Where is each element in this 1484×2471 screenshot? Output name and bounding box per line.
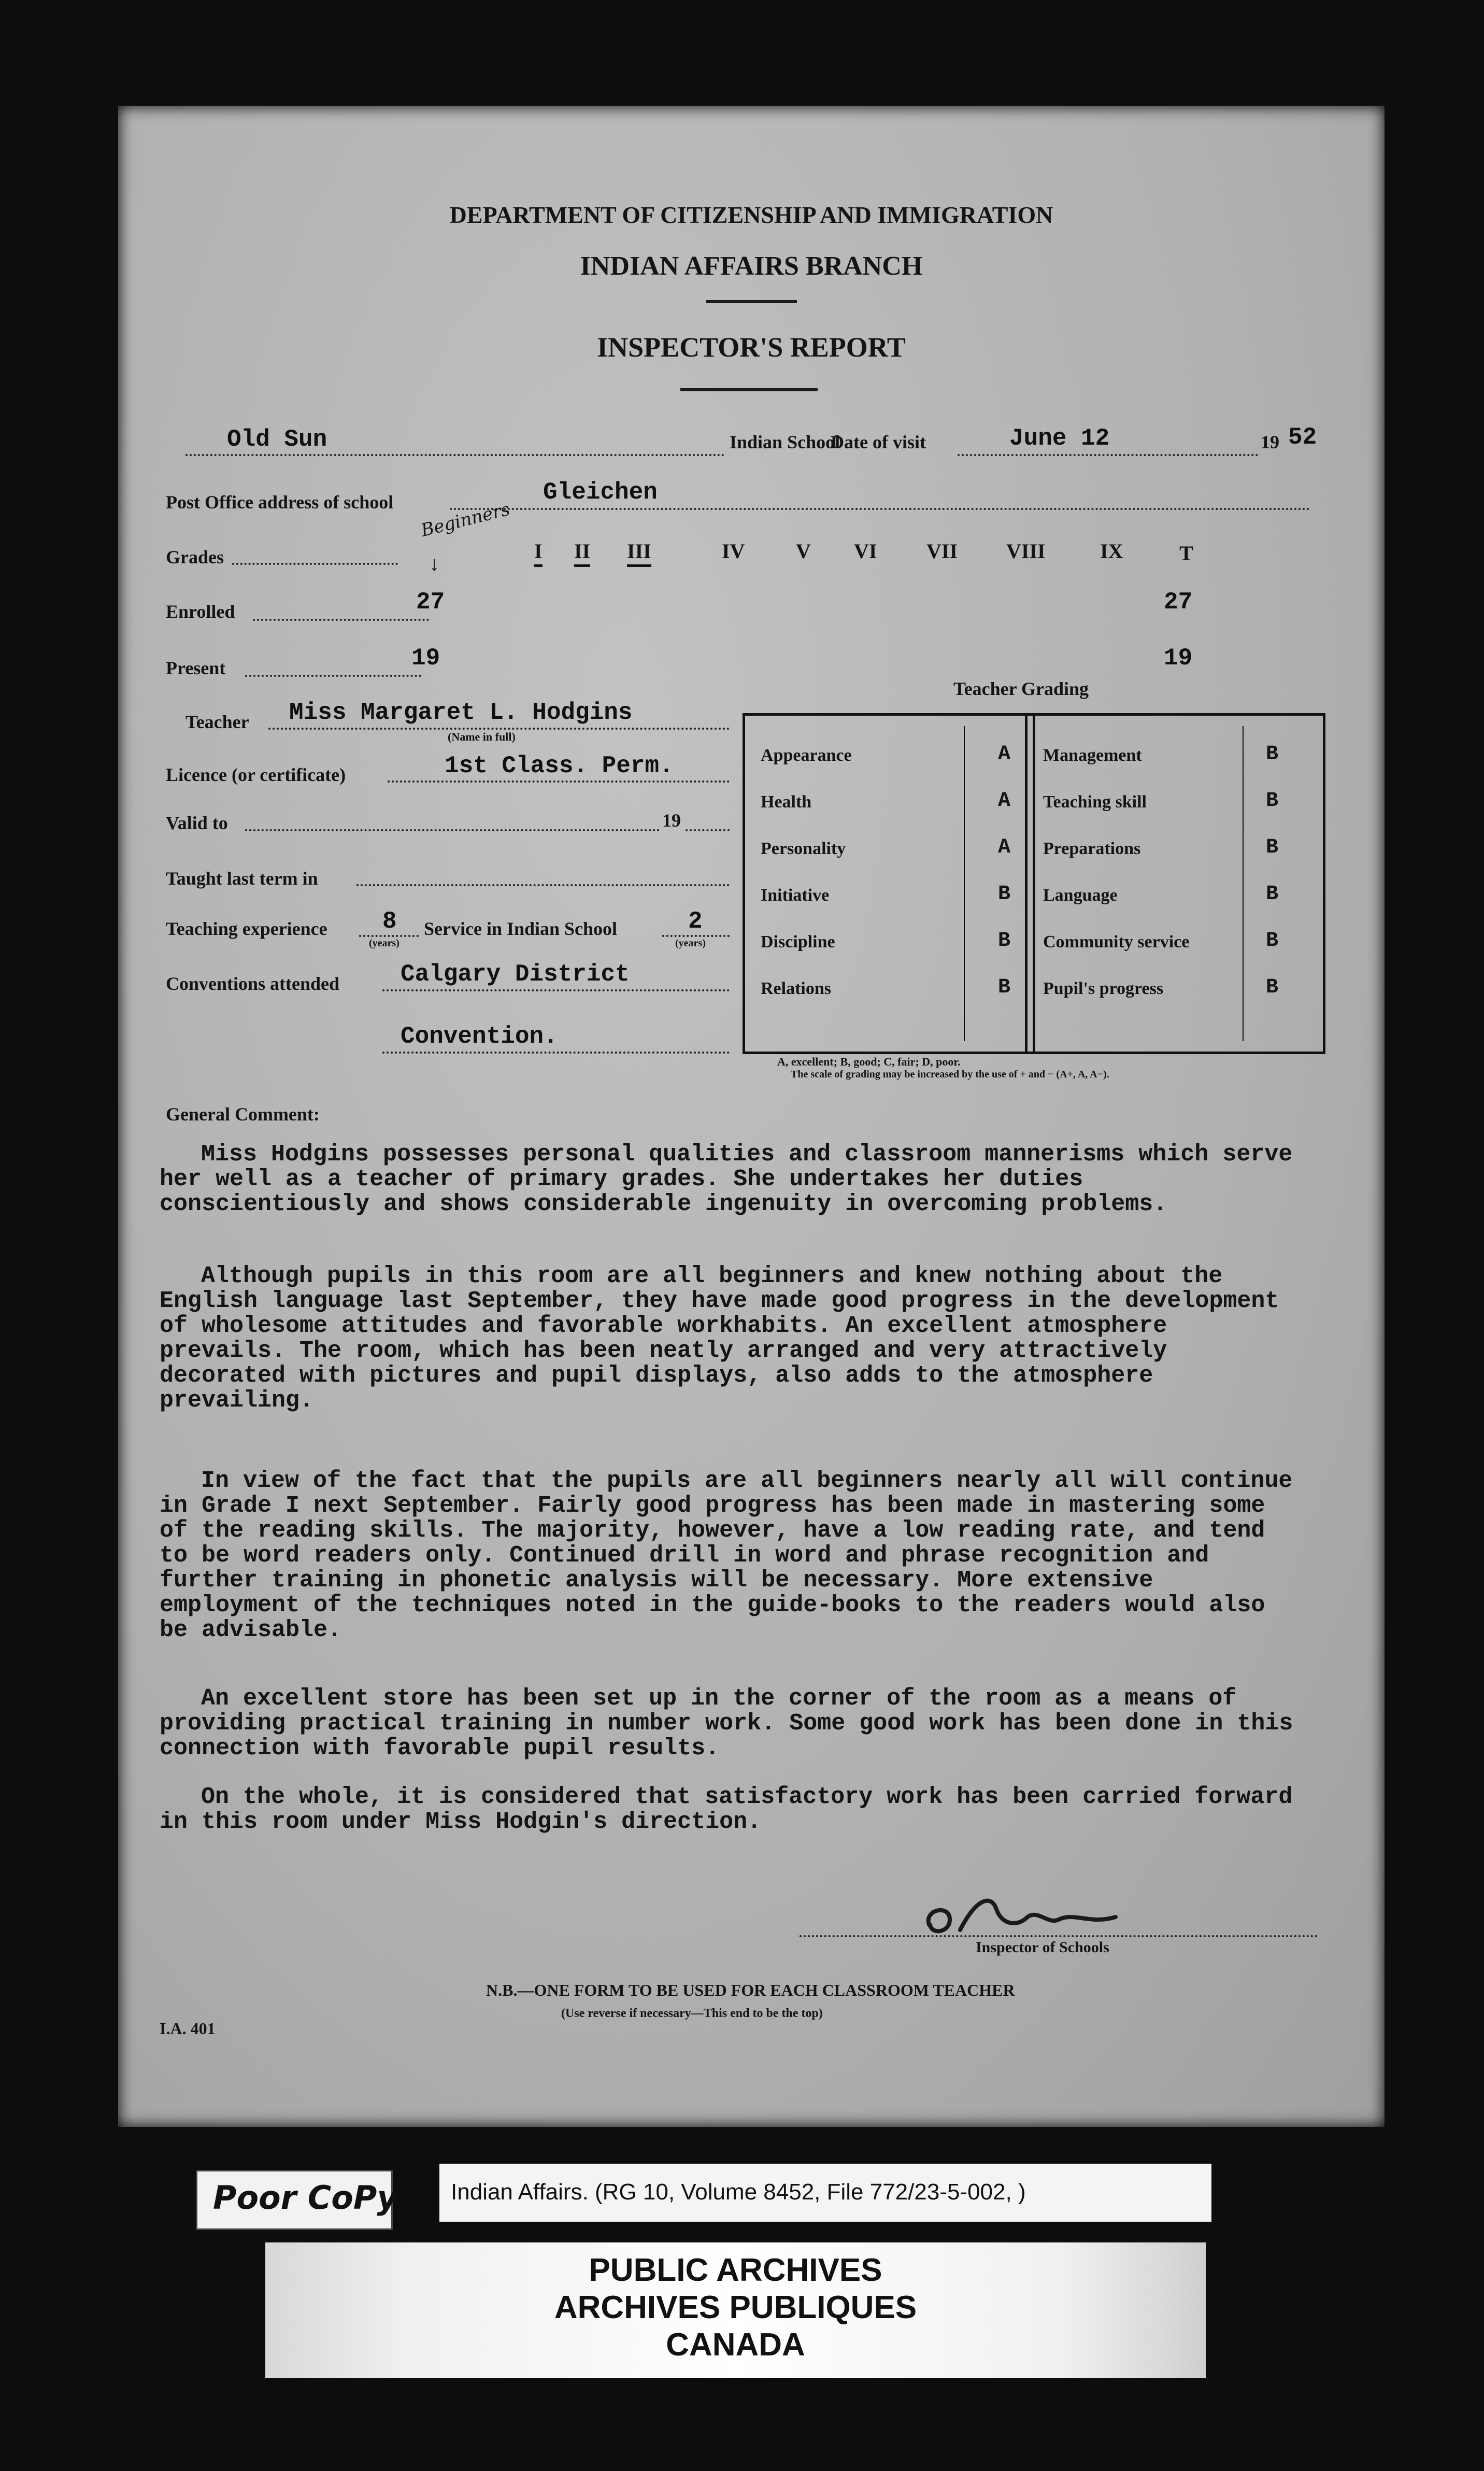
service-indian-school-label: Service in Indian School: [424, 918, 618, 939]
teaching-experience-label: Teaching experience: [166, 918, 327, 939]
grading-community-service-value: B: [1266, 929, 1279, 953]
grading-relations-value: B: [998, 976, 1011, 999]
report-title: INSPECTOR'S REPORT: [597, 332, 906, 363]
grading-personality-value: A: [998, 836, 1011, 859]
grading-discipline-value: B: [998, 929, 1011, 953]
teacher-label: Teacher: [186, 712, 249, 732]
title-divider: [680, 388, 818, 391]
service-line: [662, 935, 730, 937]
conventions-line1: Calgary District: [401, 961, 630, 988]
header-divider: [706, 300, 797, 303]
table-divider: [1033, 716, 1035, 1052]
comment-paragraph-1: Miss Hodgins possesses personal qualities and classroom mannerisms which serve her well as a teacher of primary grades. She undertakes her duties conscientiously and shows considerable ingenuity in overcoming problems.: [160, 1141, 1293, 1217]
grading-preparations-label: Preparations: [1043, 839, 1141, 858]
visit-year: 52: [1288, 424, 1317, 451]
enrolled-label: Enrolled: [166, 601, 235, 622]
reference-stamp: [439, 2164, 1211, 2222]
teacher-name: Miss Margaret L. Hodgins: [289, 699, 633, 726]
grading-initiative-value: B: [998, 883, 1011, 906]
valid-year-prefix: 19: [662, 810, 681, 831]
department-heading: DEPARTMENT OF CITIZENSHIP AND IMMIGRATION: [449, 202, 1053, 228]
grading-teaching-skill-value: B: [1266, 789, 1279, 813]
branch-heading: INDIAN AFFAIRS BRANCH: [580, 251, 923, 281]
grades-label: Grades: [166, 547, 224, 567]
archives-line-1: PUBLIC ARCHIVES: [589, 2252, 882, 2288]
valid-year-line: [686, 829, 730, 831]
grading-preparations-value: B: [1266, 836, 1279, 859]
teaching-experience-line: [359, 935, 419, 937]
year-prefix: 19: [1261, 432, 1279, 452]
present-total: 19: [1164, 645, 1193, 672]
inspector-of-schools-label: Inspector of Schools: [976, 1939, 1109, 1956]
grading-appearance-value: A: [998, 743, 1011, 766]
name-in-full-note: (Name in full): [448, 730, 516, 743]
date-of-visit-label: Date of visit: [831, 432, 926, 452]
valid-to-line: [245, 829, 660, 831]
grading-relations-label: Relations: [761, 979, 831, 998]
grade-col-line: [1243, 726, 1244, 1041]
grading-management-label: Management: [1043, 746, 1142, 765]
grade-col-6: VI: [854, 539, 877, 563]
beginners-handwritten-note: Beginners: [419, 499, 512, 541]
enrolled-value: 27: [416, 589, 445, 616]
grade-col-2: II: [574, 539, 590, 567]
grading-personality-label: Personality: [761, 839, 846, 858]
grade-total-col: T: [1179, 542, 1193, 565]
grades-line: [232, 563, 398, 565]
present-line: [245, 675, 421, 677]
enrolled-line: [253, 619, 429, 621]
public-archives-stamp: [265, 2242, 1206, 2378]
teaching-experience-value: 8: [382, 908, 397, 935]
grading-teaching-skill-label: Teaching skill: [1043, 792, 1147, 812]
grade-col-9: IX: [1100, 539, 1123, 563]
taught-last-term-label: Taught last term in: [166, 868, 318, 889]
visit-date: June 12: [1009, 425, 1110, 452]
comment-paragraph-3: In view of the fact that the pupils are all beginners nearly all will continue in Grade I next September. Fairly good progress has been made in mastering some of the reading skills. The majority, however, have a low reading rate, and tend to be word readers only. Continued drill in word and phrase recognition and further training in phonetic analysis will be necessary. More extensive employment of the techniques noted in the guide-books to the readers would also be advisable.: [160, 1468, 1293, 1643]
reference-text: Indian Affairs. (RG 10, Volume 8452, File 772/23-5-002, ): [451, 2179, 1026, 2205]
signature-line: [800, 1935, 1318, 1937]
post-office-line: [450, 508, 1310, 510]
conventions-underline1: [382, 989, 730, 991]
grade-col-5: V: [796, 539, 811, 563]
present-value: 19: [411, 645, 440, 672]
grading-initiative-label: Initiative: [761, 886, 830, 905]
valid-to-label: Valid to: [166, 813, 228, 833]
teacher-grading-table: [743, 713, 1325, 1054]
form-number: I.A. 401: [160, 2019, 216, 2038]
conventions-line2: Convention.: [401, 1023, 558, 1050]
grade-col-1: I: [534, 539, 543, 567]
comment-paragraph-4: An excellent store has been set up in the corner of the room as a means of providing practical training in number work. Some good work has been done in this connection with favorable pupil results.: [160, 1685, 1293, 1762]
footer-subnote: (Use reverse if necessary—This end to be the top): [561, 2007, 823, 2020]
grading-management-value: B: [1266, 743, 1279, 766]
table-divider: [1025, 716, 1028, 1052]
grading-appearance-label: Appearance: [761, 746, 852, 765]
grading-pupils-progress-value: B: [1266, 976, 1279, 999]
licence-value: 1st Class. Perm.: [445, 752, 674, 779]
present-label: Present: [166, 658, 226, 678]
grade-col-7: VII: [926, 539, 958, 563]
footer-note: N.B.—ONE FORM TO BE USED FOR EACH CLASSROOM TEACHER: [486, 1981, 1015, 1999]
teacher-grading-title: Teacher Grading: [953, 678, 1089, 699]
poor-copy-text: Poor CoPy: [213, 2179, 398, 2217]
grading-health-value: A: [998, 789, 1011, 813]
conventions-label: Conventions attended: [166, 973, 340, 994]
grading-language-value: B: [1266, 883, 1279, 906]
grading-legend: A, excellent; B, good; C, fair; D, poor.: [777, 1055, 961, 1068]
grade-col-4: IV: [722, 539, 745, 563]
arrow-down-icon: ↓: [429, 552, 439, 575]
grading-language-label: Language: [1043, 886, 1118, 905]
licence-label: Licence (or certificate): [166, 764, 346, 785]
grade-col-8: VIII: [1006, 539, 1046, 563]
experience-years-note: (years): [369, 938, 399, 949]
archives-line-3: CANADA: [666, 2327, 805, 2363]
grading-legend-note: The scale of grading may be increased by the use of + and − (A+, A, A−).: [791, 1069, 1109, 1080]
visit-date-line: [958, 454, 1258, 456]
comment-paragraph-5: On the whole, it is considered that satisfactory work has been carried forward in this room under Miss Hodgin's direction.: [160, 1784, 1293, 1835]
service-years-note: (years): [675, 938, 706, 949]
general-comment-label: General Comment:: [166, 1104, 320, 1125]
grading-discipline-label: Discipline: [761, 932, 835, 952]
grading-pupils-progress-label: Pupil's progress: [1043, 979, 1164, 998]
school-name-line: [186, 454, 724, 456]
service-indian-school-value: 2: [688, 908, 703, 935]
licence-line: [388, 780, 730, 783]
grading-health-label: Health: [761, 792, 812, 812]
report-form: [118, 106, 1385, 2127]
comment-paragraph-2: Although pupils in this room are all beginners and knew nothing about the English language last September, they have made good progress in the development of wholesome attitudes and favorable workhabits. An excellent atmosphere prevails. The room, which has been neatly arranged and very attractively decorated with pictures and pupil displays, also adds to the atmosphere prevailing.: [160, 1263, 1279, 1414]
archives-line-2: ARCHIVES PUBLIQUES: [554, 2290, 917, 2325]
post-office-label: Post Office address of school: [166, 492, 394, 513]
poor-copy-stamp: [196, 2170, 398, 2230]
enrolled-total: 27: [1164, 589, 1193, 616]
indian-school-label: Indian School: [730, 432, 840, 452]
grade-col-line: [964, 726, 965, 1041]
grading-community-service-label: Community service: [1043, 932, 1190, 952]
conventions-underline2: [382, 1052, 730, 1054]
post-office-value: Gleichen: [543, 479, 658, 506]
teacher-line: [268, 728, 730, 730]
grade-col-3: III: [627, 539, 651, 567]
school-name: Old Sun: [227, 426, 327, 453]
taught-last-term-line: [356, 884, 730, 886]
